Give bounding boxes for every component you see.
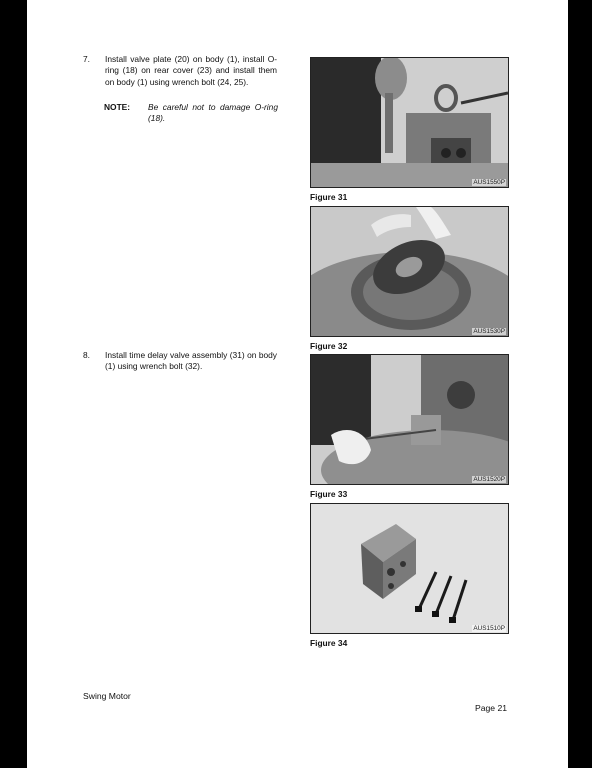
figure-code: AUS1550P xyxy=(473,179,505,186)
figure-33-photo xyxy=(310,354,509,485)
figure-34-photo xyxy=(310,503,509,634)
figure-32-caption: Figure 32 xyxy=(310,341,348,351)
figure-code: AUS1520P xyxy=(473,476,505,483)
page-left-border xyxy=(0,0,27,768)
step-text: Install valve plate (20) on body (1), install O-ring (18) on rear cover (23) and install them on body (1) using wrench bolt (24, 25). xyxy=(105,54,277,87)
figure-code: AUS1510P xyxy=(473,625,505,632)
figure-code: AUS1530P xyxy=(473,328,505,335)
note xyxy=(104,102,284,132)
valve-plate-photo xyxy=(311,207,508,336)
note-label: NOTE: xyxy=(104,102,131,112)
manual-page xyxy=(27,0,568,768)
wrench-install-photo xyxy=(311,58,508,187)
figure-32-photo xyxy=(310,206,509,337)
step-8 xyxy=(83,350,283,380)
footer-section-title: Swing Motor xyxy=(83,691,131,701)
step-text: Install time delay valve assembly (31) on body (1) using wrench bolt (32). xyxy=(105,350,277,372)
step-number: 8. xyxy=(83,350,90,360)
figure-31-caption: Figure 31 xyxy=(310,192,348,202)
note-text: Be careful not to damage O-ring (18). xyxy=(148,102,278,124)
step-number: 7. xyxy=(83,54,90,64)
time-delay-valve-photo xyxy=(311,355,508,484)
figure-31-photo xyxy=(310,57,509,188)
footer-page-number: Page 21 xyxy=(475,703,508,713)
valve-and-bolts-photo xyxy=(311,504,508,633)
figure-33-caption: Figure 33 xyxy=(310,489,348,499)
figure-34-caption: Figure 34 xyxy=(310,638,348,648)
